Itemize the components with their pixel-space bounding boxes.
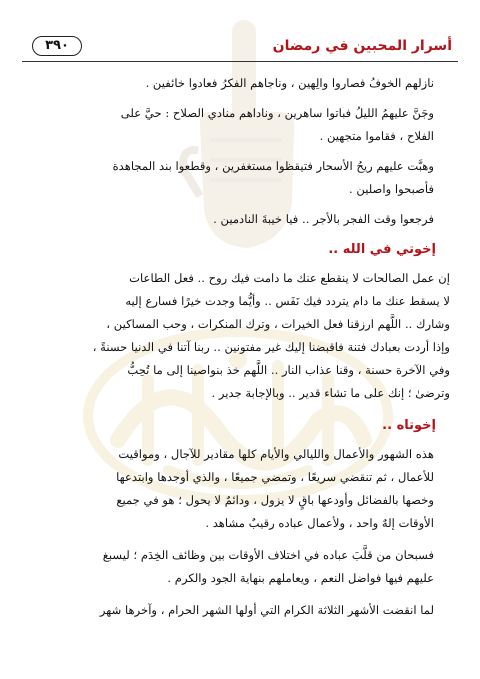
paragraph xyxy=(30,72,450,95)
text-line: عليهم فيها فواضل النعم ، ويعاملهم بنهاية الجود والكرم . xyxy=(167,571,434,585)
text-line: فأصبحوا واصلين . xyxy=(349,182,434,196)
text-line: وهبَّت عليهم ريحُ الأسحار فتيقظوا مستغفرين ، وقطعوا بند المجاهدة xyxy=(112,159,434,173)
paragraph xyxy=(30,544,450,590)
text-line: فسبحان من قلَّبَ عباده في اختلاف الأوقات بين وظائف الخِدَم ؛ ليسبغ xyxy=(102,548,434,562)
paragraph xyxy=(30,102,450,148)
running-title: أسرار المحبين في رمضان xyxy=(272,38,452,54)
header-divider xyxy=(22,61,458,62)
text-line: نازلهم الخوفُ فصاروا والِهين ، وناجاهم الفكرُ فعادوا خائفين . xyxy=(145,76,434,90)
text-line: هذه الشهور والأعمال والليالي والأيام كلها مقادير للآجال ، ومواقيت xyxy=(118,447,434,461)
paragraph xyxy=(30,599,450,622)
paragraph xyxy=(30,267,450,405)
page-number-badge: ٣٩٠ xyxy=(32,36,82,56)
text-line: إن عمل الصالحات لا ينقطع عنك ما دامت فيك روح .. فعل الطاعات xyxy=(129,271,450,285)
text-line: فرجعوا وقت الفجر بالأجر .. فيا خيبةَ النادمين . xyxy=(213,212,434,226)
text-line: وإذا أردت بعبادك فتنة فاقبضنا إليك غير مفتونين .. ربنا آتنا في الدنيا حسنةً ، xyxy=(92,340,450,354)
text-line: الفلاح ، فقاموا متجهين . xyxy=(319,129,434,143)
paragraph xyxy=(30,208,450,231)
text-line: للأعمال ، ثم تنقضي سريعًا ، وتمضي جميعًا ، والذي أوجدها وابتدعها xyxy=(116,470,434,484)
page-body xyxy=(30,72,450,631)
page-header xyxy=(22,34,458,64)
text-line: وشارك .. اللَّهم ارزقنا فعل الخيرات ، وترك المنكرات ، وحب المساكين ، xyxy=(106,317,450,331)
paragraph xyxy=(30,443,450,535)
text-line: الأوقات إلهٌ واحد ، ولأعمال عباده رقيبٌ مشاهد . xyxy=(205,516,434,530)
text-line: وجَنَّ عليهمُ الليلُ فباتوا ساهرين ، وناداهم منادي الصلاح : حيَّ على xyxy=(120,106,434,120)
text-line: وخصها بالفضائل وأودعها باقٍ لا يزول ، ودائمٌ لا يحول ؛ هو في جميع xyxy=(116,493,434,507)
paragraph xyxy=(30,155,450,201)
section-heading: إخوتاه .. xyxy=(382,418,436,433)
text-line: لا يسقط عنك ما دام يتردد فيك نَفَس .. وأيُّما وجدت خيرًا فسارع إليه xyxy=(125,294,450,308)
text-line: لما انقضت الأشهر الثلاثة الكرام التي أولها الشهر الحرام ، وآخرها شهر xyxy=(99,603,434,617)
text-line: وفي الآخرة حسنة ، وقنا عذاب النار .. اللَّهم خذ بنواصينا إلى ما تُحِبُّ xyxy=(127,363,450,377)
section-heading: إخوتي في الله .. xyxy=(328,242,436,257)
text-line: وترضىٰ ؛ إنك على ما تشاء قدير .. وبالإجابة جدير . xyxy=(211,386,450,400)
